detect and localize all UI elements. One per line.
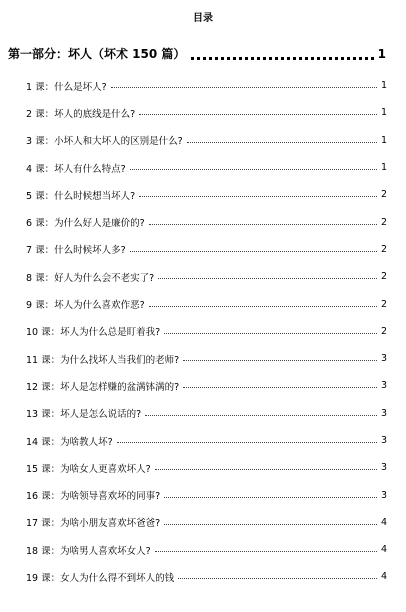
- toc-entry[interactable]: [26, 372, 387, 399]
- toc-entry[interactable]: [26, 345, 387, 372]
- dot-leader: [155, 551, 377, 552]
- toc-entry-page-number: 3: [380, 435, 387, 446]
- toc-entry-label: 14 课：为啥教人坏?: [26, 436, 113, 448]
- dot-leader: [191, 57, 373, 60]
- toc-entry[interactable]: [26, 427, 387, 454]
- dot-leader: [158, 278, 377, 279]
- toc-part-heading[interactable]: [8, 40, 386, 62]
- toc-entry[interactable]: [26, 536, 387, 563]
- dot-leader: [130, 251, 377, 252]
- toc-part-page-number: 1: [377, 47, 386, 61]
- dot-leader: [187, 142, 377, 143]
- dot-leader: [155, 469, 377, 470]
- toc-entry-label: 15 课：为啥女人更喜欢坏人?: [26, 463, 151, 475]
- toc-entry-label: 3 课：小坏人和大坏人的区别是什么?: [26, 136, 183, 148]
- toc-entry-page-number: 2: [380, 298, 387, 310]
- toc-entry[interactable]: [26, 563, 387, 590]
- toc-entry-page-number: 1: [380, 162, 387, 174]
- toc-entry-page-number: 1: [380, 134, 387, 146]
- toc-entry-label: 16 课：为啥领导喜欢坏的同事?: [26, 491, 161, 503]
- toc-entry[interactable]: [26, 454, 387, 481]
- toc-entry[interactable]: [26, 400, 387, 427]
- toc-entry[interactable]: [26, 154, 387, 181]
- toc-entry[interactable]: [26, 208, 387, 235]
- toc-entry-label: 19 课：女人为什么得不到坏人的钱: [26, 572, 175, 584]
- toc-entry[interactable]: [26, 318, 387, 345]
- toc-entry-label: 5 课：什么时候想当坏人?: [26, 190, 136, 202]
- dot-leader: [149, 224, 377, 225]
- dot-leader: [164, 524, 377, 525]
- toc-entry-page-number: 2: [380, 271, 387, 283]
- toc-entry[interactable]: [26, 263, 387, 290]
- toc-entry[interactable]: [26, 127, 387, 154]
- toc-entry-label: 11 课：为什么找坏人当我们的老师?: [26, 354, 180, 366]
- toc-entry-page-number: 4: [380, 544, 387, 556]
- toc-entry-page-number: 4: [380, 516, 387, 528]
- dot-leader: [164, 497, 377, 498]
- dot-leader: [139, 114, 377, 115]
- toc-entry-label: 13 课：坏人是怎么说话的?: [26, 409, 142, 421]
- toc-entry-label: 10 课：坏人为什么总是盯着我?: [26, 327, 161, 339]
- dot-leader: [178, 578, 377, 579]
- toc-entry-label: 2 课：坏人的底线是什么?: [26, 108, 136, 120]
- toc-entry-label: 8 课：好人为什么会不老实了?: [26, 272, 155, 284]
- dot-leader: [183, 360, 377, 361]
- toc-entry-page-number: 3: [380, 489, 387, 501]
- toc-entry-page-number: 4: [380, 571, 387, 583]
- toc-part-label: 第一部分：坏人（坏术 150 篇）: [8, 47, 186, 61]
- toc-entry[interactable]: [26, 99, 387, 126]
- toc-entry-label: 4 课：坏人有什么特点?: [26, 163, 126, 175]
- toc-entry[interactable]: [26, 181, 387, 208]
- toc-entry-page-number: 3: [380, 353, 387, 365]
- toc-entry-label: 7 课：什么时候坏人多?: [26, 245, 126, 257]
- dot-leader: [145, 415, 377, 416]
- toc-entry-label: 17 课：为啥小朋友喜欢坏爸爸?: [26, 518, 161, 530]
- toc-entry-page-number: 2: [380, 325, 387, 337]
- dot-leader: [149, 306, 377, 307]
- dot-leader: [111, 87, 377, 88]
- toc-entry-page-number: 1: [380, 107, 387, 119]
- dot-leader: [117, 442, 377, 443]
- toc-entry-label: 9 课：坏人为什么喜欢作恶?: [26, 300, 145, 312]
- toc-entry-label: 1 课：什么是坏人?: [26, 81, 107, 93]
- toc-entry-page-number: 3: [380, 407, 387, 419]
- toc-entry[interactable]: [26, 72, 387, 99]
- toc-entry[interactable]: [26, 290, 387, 317]
- toc-entry-label: 12 课：坏人是怎样赚的盆满钵满的?: [26, 381, 180, 393]
- toc-entry[interactable]: [26, 509, 387, 536]
- dot-leader: [139, 196, 377, 197]
- toc-entry-label: 18 课：为啥男人喜欢坏女人?: [26, 545, 151, 557]
- toc-entry-page-number: 2: [380, 189, 387, 201]
- toc-title: 目录: [193, 13, 213, 24]
- dot-leader: [164, 333, 377, 334]
- toc-entry-list: [26, 72, 387, 591]
- toc-entry-page-number: 3: [380, 462, 387, 474]
- toc-entry-page-number: 2: [380, 243, 387, 255]
- toc-entry-label: 6 课：为什么好人是廉价的?: [26, 218, 145, 230]
- toc-entry[interactable]: [26, 236, 387, 263]
- toc-entry-page-number: 2: [380, 216, 387, 228]
- toc-entry-page-number: 1: [380, 80, 387, 92]
- dot-leader: [183, 387, 377, 388]
- toc-entry-page-number: 3: [380, 380, 387, 392]
- dot-leader: [130, 169, 377, 170]
- toc-entry[interactable]: [26, 481, 387, 508]
